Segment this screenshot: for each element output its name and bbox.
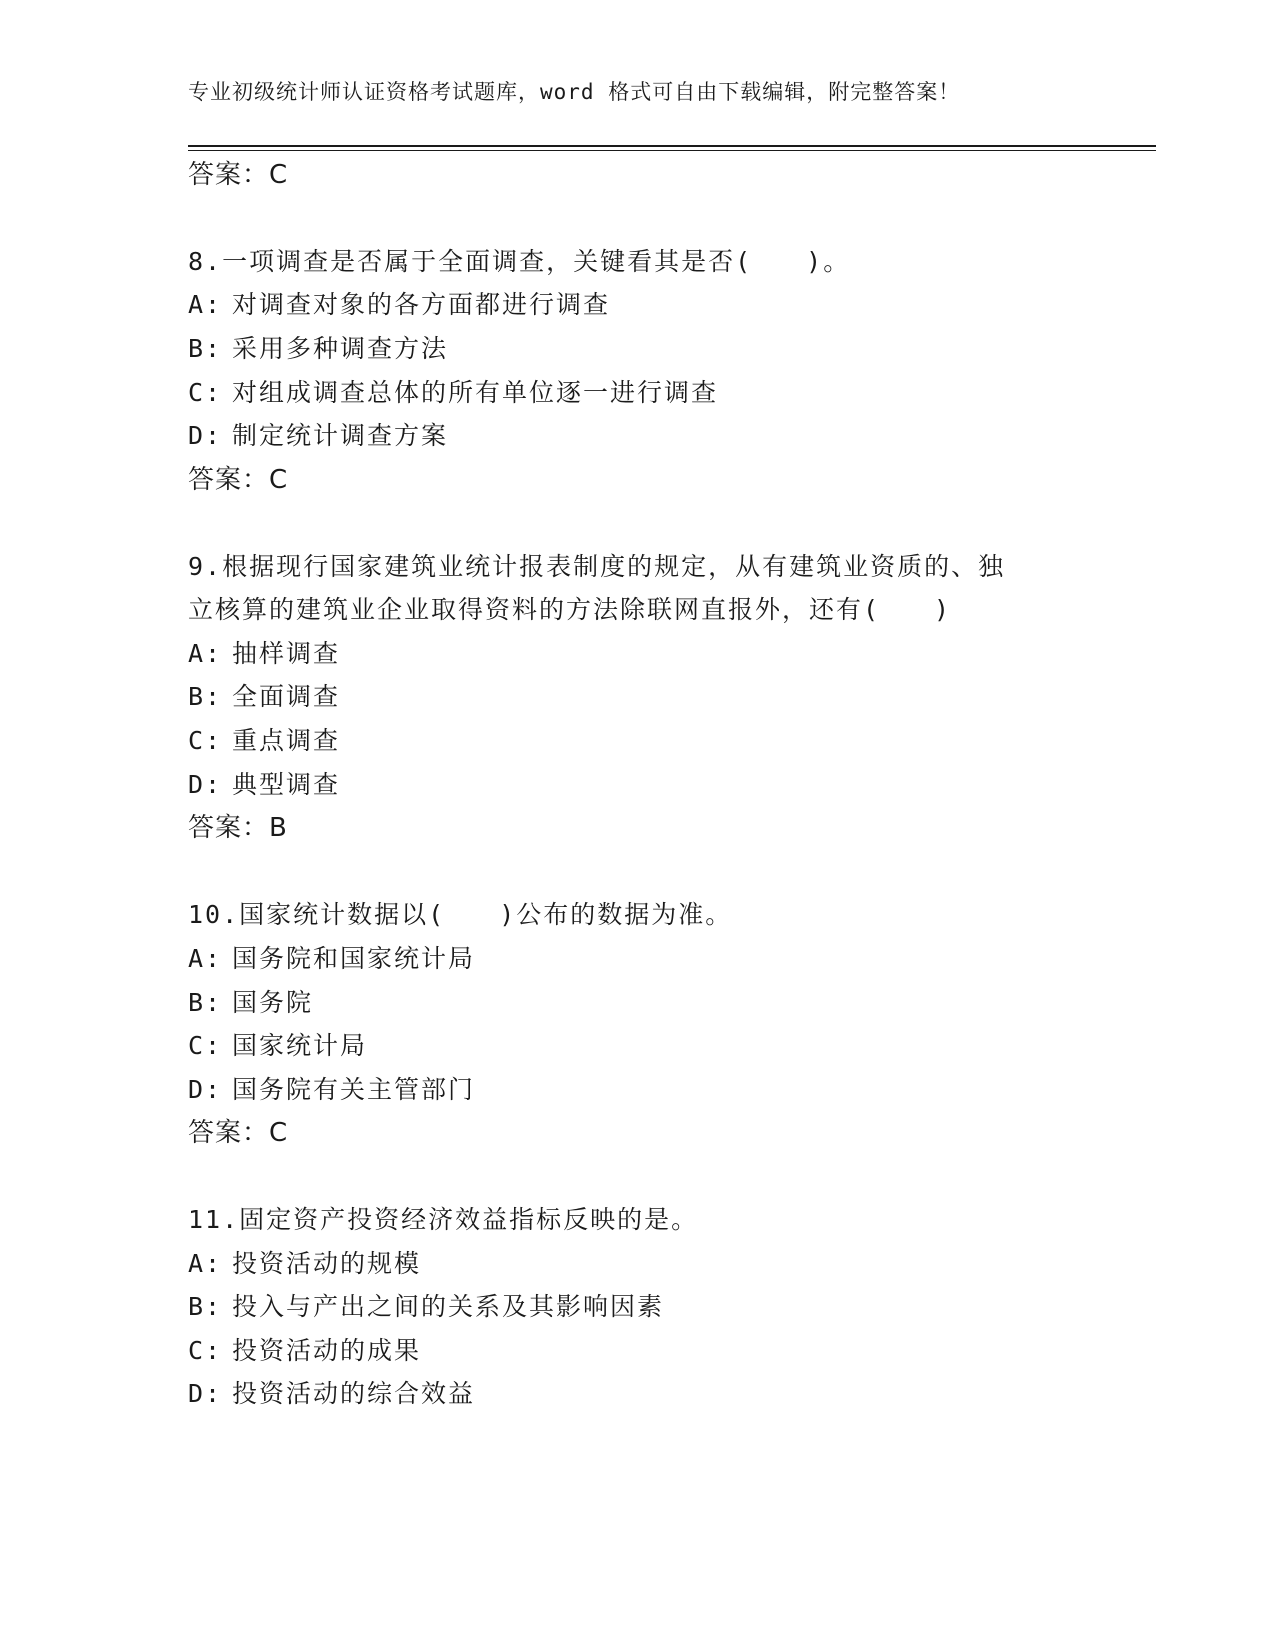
- option-text: 对调查对象的各方面都进行调查: [232, 290, 611, 319]
- question-10-stem: 10.国家统计数据以( )公布的数据为准。: [188, 900, 733, 929]
- question-9-stem-line-2: 立核算的建筑业企业取得资料的方法除联网直报外，还有( ): [188, 595, 952, 624]
- option-text: 抽样调查: [232, 639, 341, 668]
- option-text: 国务院和国家统计局: [232, 944, 476, 973]
- question-10-option-c: [188, 1031, 367, 1061]
- question-10-option-a: [188, 944, 475, 974]
- question-8-answer: 答案：C: [188, 465, 289, 495]
- question-9-option-c: [188, 726, 340, 756]
- question-10-option-d: [188, 1075, 475, 1105]
- answer-previous: 答案：C: [188, 160, 289, 190]
- question-8-option-d: [188, 421, 448, 451]
- header-rule: [188, 145, 1156, 151]
- option-letter: C:: [188, 1336, 223, 1365]
- page-header: 专业初级统计师认证资格考试题库，word 格式可自由下载编辑，附完整答案！: [188, 80, 961, 104]
- option-text: 对组成调查总体的所有单位逐一进行调查: [232, 378, 719, 407]
- question-10-option-b: [188, 988, 313, 1018]
- option-text: 国务院: [232, 988, 314, 1017]
- option-letter: C:: [188, 378, 223, 407]
- question-9-stem-line-1: 9.根据现行国家建筑业统计报表制度的规定，从有建筑业资质的、独: [188, 552, 1006, 581]
- question-9-option-a: [188, 639, 340, 669]
- question-9-answer: 答案：B: [188, 813, 288, 843]
- option-text: 国务院有关主管部门: [232, 1075, 476, 1104]
- option-letter: D:: [188, 1379, 223, 1408]
- option-letter: D:: [188, 421, 223, 450]
- option-letter: A:: [188, 944, 223, 973]
- option-text: 采用多种调查方法: [232, 334, 449, 363]
- question-8-option-a: [188, 290, 610, 320]
- question-8-option-c: [188, 378, 718, 408]
- question-11-option-b: [188, 1292, 664, 1322]
- question-11-option-d: [188, 1379, 475, 1409]
- option-text: 典型调查: [232, 770, 341, 799]
- option-letter: B:: [188, 334, 223, 363]
- option-letter: D:: [188, 1075, 223, 1104]
- question-11-option-a: [188, 1249, 421, 1279]
- question-8-option-b: [188, 334, 448, 364]
- option-letter: D:: [188, 770, 223, 799]
- option-letter: B:: [188, 1292, 223, 1321]
- option-letter: A:: [188, 290, 223, 319]
- option-text: 投入与产出之间的关系及其影响因素: [232, 1292, 665, 1321]
- option-text: 重点调查: [232, 726, 341, 755]
- option-letter: A:: [188, 639, 223, 668]
- question-8-stem: 8.一项调查是否属于全面调查，关键看其是否( )。: [188, 247, 851, 276]
- option-text: 制定统计调查方案: [232, 421, 449, 450]
- option-text: 全面调查: [232, 682, 341, 711]
- question-9-option-b: [188, 682, 340, 712]
- question-11-option-c: [188, 1336, 421, 1366]
- option-text: 投资活动的规模: [232, 1249, 422, 1278]
- option-letter: A:: [188, 1249, 223, 1278]
- option-letter: B:: [188, 682, 223, 711]
- option-text: 投资活动的成果: [232, 1336, 422, 1365]
- question-10-answer: 答案：C: [188, 1118, 289, 1148]
- question-9-option-d: [188, 770, 340, 800]
- question-11-stem: 11.固定资产投资经济效益指标反映的是。: [188, 1205, 699, 1234]
- option-text: 国家统计局: [232, 1031, 368, 1060]
- option-letter: C:: [188, 726, 223, 755]
- option-text: 投资活动的综合效益: [232, 1379, 476, 1408]
- option-letter: B:: [188, 988, 223, 1017]
- option-letter: C:: [188, 1031, 223, 1060]
